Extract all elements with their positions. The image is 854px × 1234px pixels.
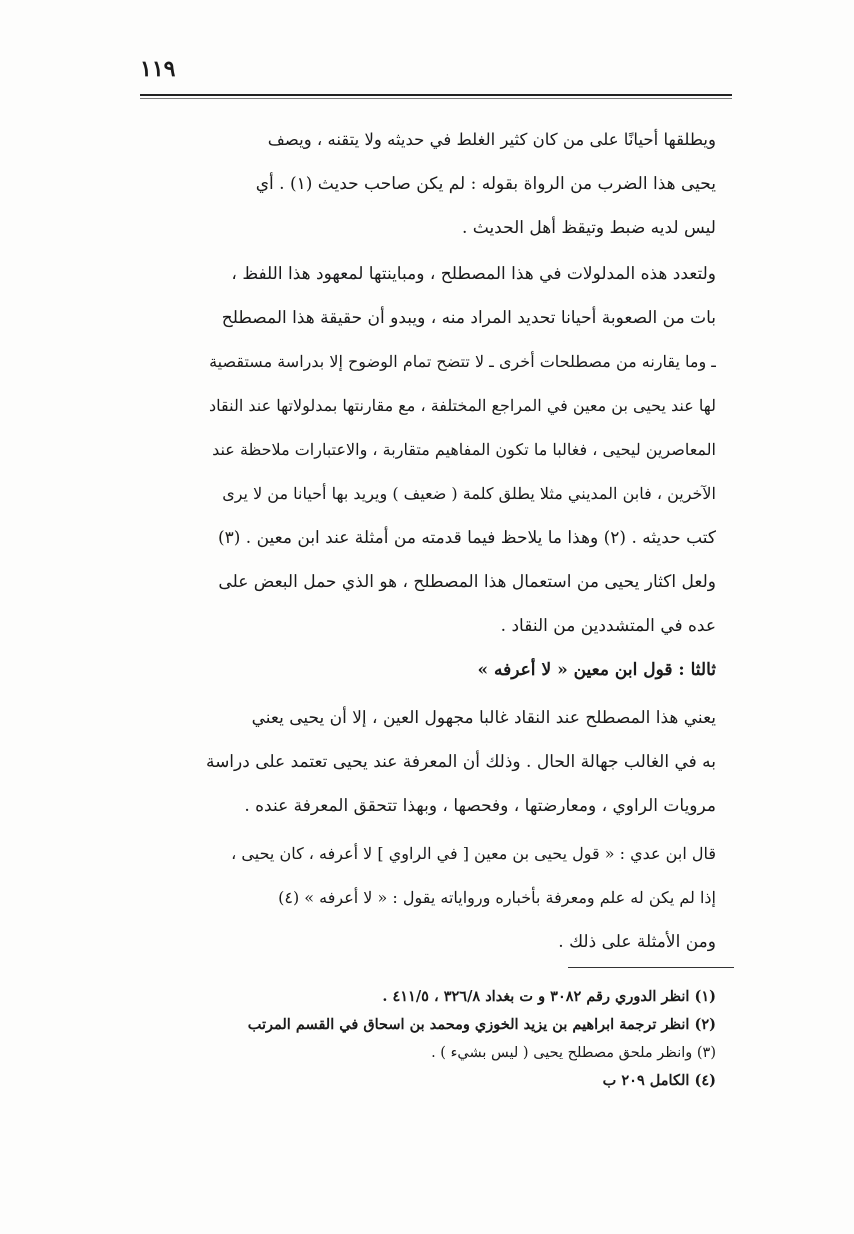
body-line: يحيى هذا الضرب من الرواة بقوله : لم يكن صاحب حديث (١) . أي bbox=[255, 174, 716, 194]
body-line: المعاصرين ليحيى ، فغالبا ما تكون المفاهيم متقاربة ، والاعتبارات ملاحظة عند bbox=[212, 440, 716, 459]
body-line: ولتعدد هذه المدلولات في هذا المصطلح ، ومباينتها لمعهود هذا اللفظ ، bbox=[231, 264, 716, 284]
body-line: بات من الصعوبة أحيانا تحديد المراد منه ، ويبدو أن حقيقة هذا المصطلح bbox=[221, 308, 716, 328]
footnote-rule bbox=[568, 967, 734, 968]
body-line: يعني هذا المصطلح عند النقاد غالبا مجهول العين ، إلا أن يحيى يعني bbox=[251, 708, 716, 728]
footnote: (٢) انظر ترجمة ابراهيم بن يزيد الخوزي ومحمد بن اسحاق في القسم المرتب bbox=[247, 1016, 716, 1033]
body-line: ولعل اكثار يحيى من استعمال هذا المصطلح ، هو الذي حمل البعض على bbox=[218, 572, 716, 592]
body-line: ليس لديه ضبط وتيقظ أهل الحديث . bbox=[461, 218, 716, 238]
footnote: (٣) وانظر ملحق مصطلح يحيى ( ليس بشيء ) . bbox=[431, 1045, 716, 1061]
body-line: إذا لم يكن له علم ومعرفة بأخباره ورواياته يقول : « لا أعرفه » (٤) bbox=[278, 888, 716, 907]
body-line: ومن الأمثلة على ذلك . bbox=[558, 932, 716, 952]
body-line: عده في المتشددين من النقاد . bbox=[500, 616, 716, 636]
body-line: لها عند يحيى بن معين في المراجع المختلفة ، مع مقارنتها بمدلولاتها عند النقاد bbox=[209, 396, 716, 415]
body-line: ويطلقها أحيانًا على من كان كثير الغلط في حديثه ولا يتقنه ، ويصف bbox=[267, 130, 716, 149]
body-line: كتب حديثه . (٢) وهذا ما يلاحظ فيما قدمته من أمثلة عند ابن معين . (٣) bbox=[217, 528, 716, 548]
body-line: الآخرين ، فابن المديني مثلا يطلق كلمة ( ضعيف ) ويريد بها أحيانا من لا يرى bbox=[222, 484, 716, 503]
header-rule-thin bbox=[140, 98, 732, 99]
body-line: مرويات الراوي ، ومعارضتها ، وفحصها ، وبهذا تتحقق المعرفة عنده . bbox=[244, 796, 716, 816]
footnote: (١) انظر الدوري رقم ٣٠٨٢ و ت بغداد ٣٢٦/٨ ، ٤١١/٥ . bbox=[382, 988, 716, 1005]
header-rule bbox=[140, 94, 732, 96]
section-heading: ثالثا : قول ابن معين « لا أعرفه » bbox=[477, 660, 716, 680]
body-line: ـ وما يقارنه من مصطلحات أخرى ـ لا تتضح تمام الوضوح إلا بدراسة مستقصية bbox=[209, 352, 716, 371]
body-line: قال ابن عدي : « قول يحيى بن معين [ في الراوي ] لا أعرفه ، كان يحيى ، bbox=[231, 844, 716, 863]
footnote: (٤) الكامل ٢٠٩ ب bbox=[602, 1072, 716, 1089]
body-line: به في الغالب جهالة الحال . وذلك أن المعرفة عند يحيى تعتمد على دراسة bbox=[205, 752, 716, 772]
page-number: ١١٩ bbox=[140, 56, 176, 82]
